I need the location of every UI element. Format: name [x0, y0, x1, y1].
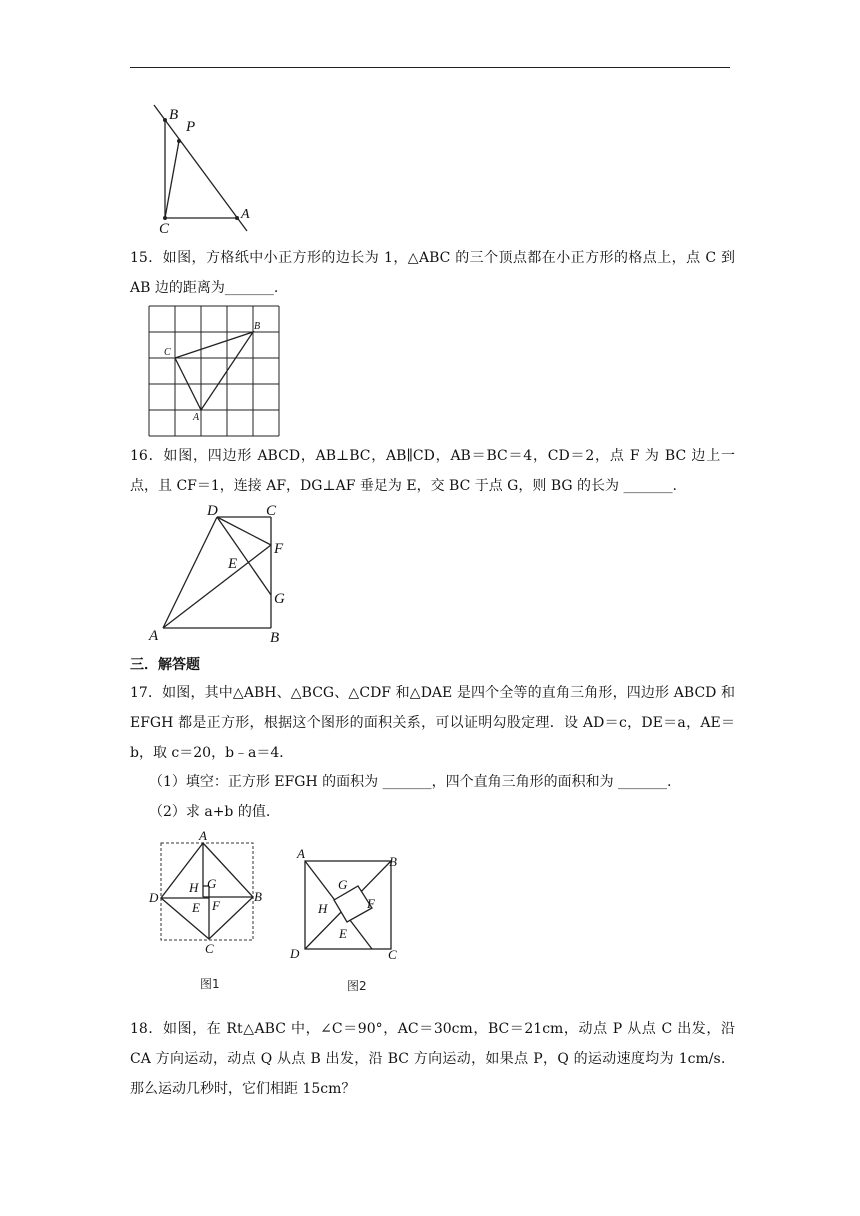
figure-q16 [145, 500, 295, 648]
fig2-label-b: B [389, 854, 397, 869]
q16-label-d: D [207, 503, 218, 519]
question-15-text: 15．如图，方格纸中小正方形的边长为 1，△ABC 的三个顶点都在小正方形的格点上，点 C 到 AB 边的距离为_______. [130, 250, 735, 296]
fig2-caption: 图2 [347, 979, 367, 993]
question-17-part2: （2）求 a+b 的值. [149, 804, 271, 820]
q16-label-e: E [228, 556, 238, 572]
fig2-label-e: E [339, 926, 347, 941]
fig2-label-c: C [388, 947, 397, 962]
q16-label-b: B [270, 630, 280, 646]
fig2-label-a: A [297, 846, 305, 861]
fig1-caption: 图1 [200, 977, 220, 991]
fig1-label-f: F [212, 898, 220, 913]
q16-label-f: F [274, 541, 284, 557]
figure-q17-fig1 [145, 826, 275, 956]
figure-q17-fig2 [285, 845, 405, 965]
fig1-label-e: E [192, 900, 200, 915]
fig1-label-d: D [149, 890, 159, 905]
fig2-label-f: F [367, 896, 375, 911]
fig1-label-b: B [254, 889, 262, 904]
question-16-text: 16．如图，四边形 ABCD，AB⊥BC，AB∥CD，AB＝BC＝4，CD＝2，点 F 为 BC 边上一点，且 CF＝1，连接 AF，DG⊥AF 垂足为 E，交 BC 于点 G，则 BG 的长为 _______. [130, 448, 735, 494]
section-heading: 三．解答题 [130, 657, 200, 673]
q16-label-c: C [266, 503, 277, 519]
grid-label-a: A [193, 412, 200, 423]
question-17-text: 17．如图，其中△ABH、△BCG、△CDF 和△DAE 是四个全等的直角三角形，四边形 ABCD 和 EFGH 都是正方形，根据这个图形的面积关系，可以证明勾股定理．设 AD＝c，DE＝a，AE＝b，取 c＝20，b﹣a＝4． [130, 685, 735, 761]
fig1-label-g: G [207, 876, 217, 891]
fig1-label-a: A [199, 828, 207, 843]
q16-label-a: A [149, 628, 159, 644]
grid-label-b: B [254, 321, 261, 332]
fig2-label-h: H [318, 901, 328, 916]
fig2-label-d: D [290, 946, 300, 961]
fig1-label-c: C [205, 941, 214, 956]
q16-label-g: G [274, 591, 285, 607]
grid-label-c: C [164, 347, 171, 358]
label-c: C [159, 221, 170, 237]
question-18-text: 18．如图，在 Rt△ABC 中，∠C＝90°，AC＝30cm，BC＝21cm，动点 P 从点 C 出发，沿 CA 方向运动，动点 Q 从点 B 出发，沿 BC 方向运动，如果点 P，Q 的运动速度均为 1cm/s．那么运动几秒时，它们相距 15cm？ [130, 1021, 735, 1097]
question-17-part1: （1）填空：正方形 EFGH 的面积为 _______，四个直角三角形的面积和为 _______. [149, 774, 672, 790]
label-b: B [169, 107, 179, 123]
fig2-label-g: G [338, 877, 348, 892]
figure-q15-grid [148, 305, 280, 439]
label-p: P [186, 119, 196, 135]
label-a: A [241, 207, 250, 222]
header-rule [130, 67, 730, 68]
figure-q14 [150, 100, 260, 235]
fig1-label-h: H [189, 880, 199, 895]
